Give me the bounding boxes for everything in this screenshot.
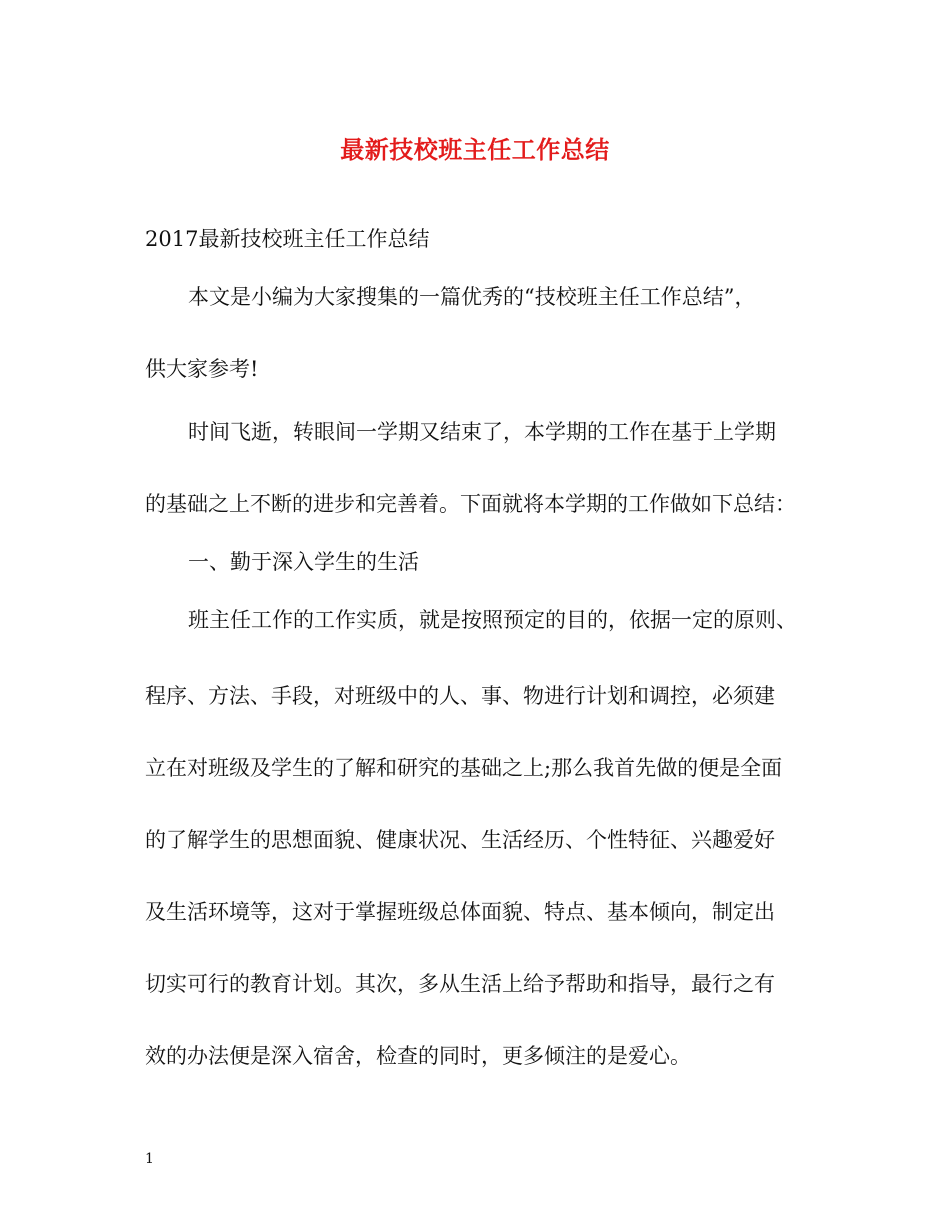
- document-page: 最新技校班主任工作总结 2017最新技校班主任工作总结 本文是小编为大家搜集的一篇优秀的“技校班主任工作总结”， 供大家参考! 时间飞逝，转眼间一学期又结束了，本学期的工作在基于上学期 的基础之上不断的进步和完善着。下面就将本学期的工作做如下总结： 一、勤于深入学生的生活 班主任工作的工作实质，就是按照预定的目的，依据一定的原则、 程序、方法、手段，对班级中的人、事、物进行计划和调控，必须建 立在对班级及学生的了解和研究的基础之上;那么我首先做的便是全面 的了解学生的思想面貌、健康状况、生活经历、个性特征、兴趣爱好 及生活环境等，这对于掌握班级总体面貌、特点、基本倾向，制定出 切实可行的教育计划。其次，多从生活上给予帮助和指导，最行之有 效的办法便是深入宿舍，检查的同时，更多倾注的是爱心。 1: [0, 0, 950, 1230]
- document-title: 最新技校班主任工作总结: [340, 135, 610, 164]
- page-number: 1: [145, 1151, 154, 1167]
